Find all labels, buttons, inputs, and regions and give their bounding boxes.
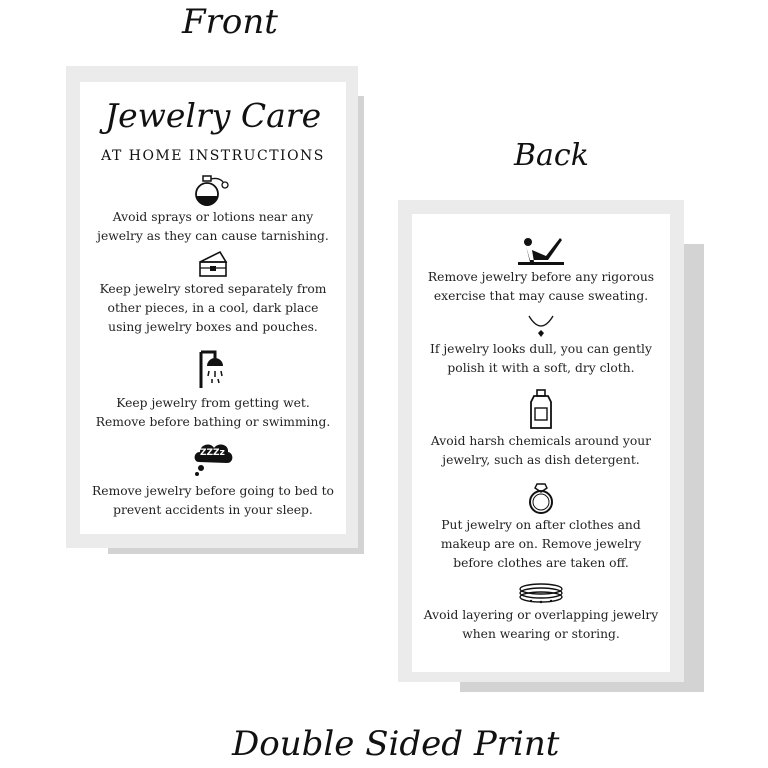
back-item-4 <box>412 480 670 573</box>
detergent-bottle-icon <box>526 388 556 432</box>
item-text-line: Keep jewelry from getting wet. <box>116 396 310 410</box>
item-text-line: Put jewelry on after clothes and <box>441 518 641 532</box>
sleep-badge: ZZZz <box>200 448 225 458</box>
item-text-line: exercise that may cause sweating. <box>433 289 649 303</box>
ring-icon <box>526 480 556 516</box>
item-text-line: Remove jewelry before any rigorous <box>427 270 655 284</box>
item-text-line: Avoid sprays or lotions near any <box>112 210 314 224</box>
front-item-2 <box>80 248 346 337</box>
front-card <box>80 82 346 534</box>
item-text-line: jewelry, such as dish detergent. <box>442 453 640 467</box>
back-card <box>412 214 670 672</box>
item-text-line: Avoid harsh chemicals around your <box>430 434 652 448</box>
jewelry-box-icon <box>196 248 230 280</box>
back-item-1 <box>412 234 670 306</box>
exercise-icon <box>516 234 566 268</box>
item-text-line: jewelry as they can cause tarnishing. <box>97 229 329 243</box>
item-text-line: when wearing or storing. <box>462 627 620 641</box>
necklace-icon <box>526 314 556 340</box>
back-item-2 <box>412 314 670 378</box>
item-text-line: polish it with a soft, dry cloth. <box>447 361 635 375</box>
front-item-3 <box>80 346 346 432</box>
card-title: Jewelry Care <box>104 96 322 135</box>
sleep-cloud-icon <box>191 438 235 478</box>
item-text-line: Remove before bathing or swimming. <box>95 415 331 429</box>
item-text-line: before clothes are taken off. <box>453 556 629 570</box>
back-item-3 <box>412 388 670 470</box>
item-text-line: Avoid layering or overlapping jewelry <box>423 608 659 622</box>
item-text-line: makeup are on. Remove jewelry <box>440 537 642 551</box>
card-subtitle: AT HOME INSTRUCTIONS <box>101 148 325 164</box>
back-item-5 <box>412 580 670 644</box>
item-text-line: prevent accidents in your sleep. <box>113 503 313 517</box>
item-text-line: If jewelry looks dull, you can gently <box>430 342 652 356</box>
front-item-1 <box>80 174 346 246</box>
bangles-icon <box>517 580 565 606</box>
front-item-4 <box>80 438 346 520</box>
item-text-line: Remove jewelry before going to bed to <box>92 484 334 498</box>
perfume-bottle-icon <box>193 174 233 208</box>
double-sided-print-label: Double Sided Print <box>232 724 560 764</box>
item-text-line: Keep jewelry stored separately from <box>99 282 327 296</box>
item-text-line: other pieces, in a cool, dark place <box>107 301 319 315</box>
back-label: Back <box>514 138 589 173</box>
shower-icon <box>193 346 233 390</box>
front-label: Front <box>182 2 278 42</box>
item-text-line: using jewelry boxes and pouches. <box>108 320 318 334</box>
